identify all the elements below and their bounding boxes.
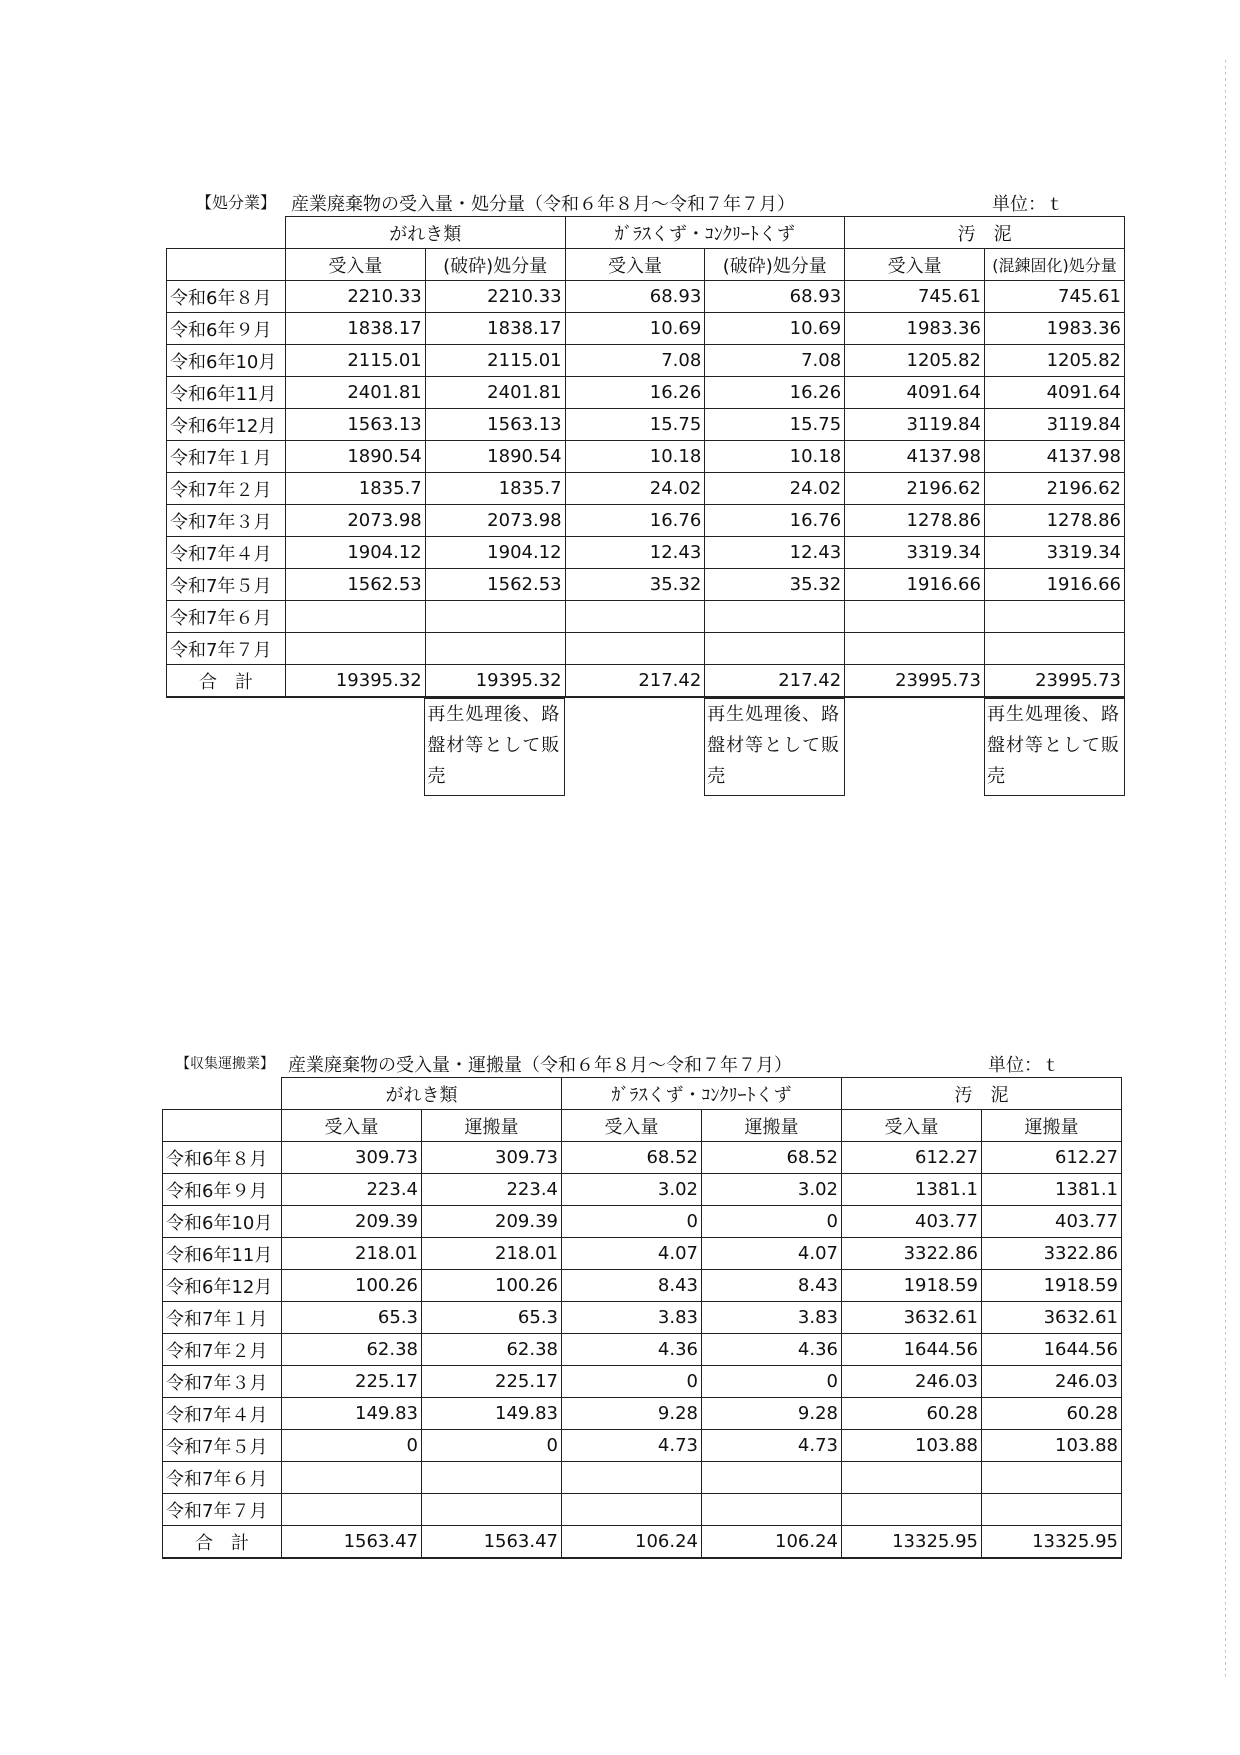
row-label: 令和6年11月	[163, 1238, 282, 1270]
table-row	[167, 601, 1125, 633]
row-label: 令和6年10月	[163, 1206, 282, 1238]
corner-cell	[163, 1078, 282, 1110]
recycle-note: 再生処理後、路盤材等として販売	[985, 699, 1125, 796]
table-cell: 4.07	[702, 1238, 842, 1270]
table-cell: 3.02	[702, 1174, 842, 1206]
row-label: 令和7年７月	[163, 1494, 282, 1526]
corner-cell	[167, 249, 286, 281]
transport-tag: 【収集運搬業】	[176, 1056, 274, 1072]
table-cell: 62.38	[282, 1334, 422, 1366]
table-cell: 7.08	[705, 345, 845, 377]
table-cell	[705, 633, 845, 665]
row-label: 令和6年12月	[163, 1270, 282, 1302]
column-header: 運搬量	[422, 1110, 562, 1142]
table-cell	[285, 633, 425, 665]
disposal-title: 産業廃棄物の受入量・処分量（令和６年８月～令和７年７月）	[291, 194, 795, 215]
table-cell: 3322.86	[842, 1238, 982, 1270]
total-row	[163, 1526, 1122, 1559]
table-row	[167, 281, 1125, 313]
table-cell	[282, 1494, 422, 1526]
total-cell: 23995.73	[984, 665, 1124, 698]
row-label: 令和7年３月	[163, 1366, 282, 1398]
row-label: 令和6年12月	[167, 409, 286, 441]
table-cell: 2115.01	[285, 345, 425, 377]
table-cell: 1916.66	[984, 569, 1124, 601]
column-header: 受入量	[282, 1110, 422, 1142]
table-cell: 2073.98	[285, 505, 425, 537]
column-header: 受入量	[845, 249, 985, 281]
table-cell: 1381.1	[842, 1174, 982, 1206]
table-cell: 218.01	[422, 1238, 562, 1270]
table-cell: 12.43	[565, 537, 705, 569]
row-label: 令和6年８月	[163, 1142, 282, 1174]
table-cell: 2073.98	[425, 505, 565, 537]
row-label: 令和7年６月	[163, 1462, 282, 1494]
table-cell: 2210.33	[425, 281, 565, 313]
column-header: (破砕)処分量	[705, 249, 845, 281]
table-cell: 65.3	[422, 1302, 562, 1334]
total-cell: 106.24	[562, 1526, 702, 1559]
table-cell: 403.77	[842, 1206, 982, 1238]
table-row	[163, 1430, 1122, 1462]
group-header: がれき類	[282, 1078, 562, 1110]
disposal-unit: 単位：ｔ	[992, 194, 1064, 215]
column-header: 運搬量	[982, 1110, 1122, 1142]
group-header: ｶﾞﾗｽくず・ｺﾝｸﾘｰﾄくず	[565, 217, 845, 249]
table-row	[163, 1302, 1122, 1334]
total-cell: 106.24	[702, 1526, 842, 1559]
row-label: 令和7年１月	[167, 441, 286, 473]
scan-edge-artifact	[1225, 60, 1226, 1680]
table-cell	[562, 1494, 702, 1526]
table-cell: 1381.1	[982, 1174, 1122, 1206]
table-cell: 60.28	[982, 1398, 1122, 1430]
table-cell: 4.73	[702, 1430, 842, 1462]
total-cell: 23995.73	[845, 665, 985, 698]
row-label: 令和7年４月	[163, 1398, 282, 1430]
table-cell	[984, 601, 1124, 633]
disposal-caption	[166, 190, 1125, 216]
row-label: 令和7年６月	[167, 601, 286, 633]
total-cell: 217.42	[565, 665, 705, 698]
table-cell: 2210.33	[285, 281, 425, 313]
table-cell: 209.39	[282, 1206, 422, 1238]
table-cell: 0	[562, 1366, 702, 1398]
table-cell: 100.26	[422, 1270, 562, 1302]
total-row	[167, 665, 1125, 698]
table-cell: 1918.59	[982, 1270, 1122, 1302]
total-cell: 1563.47	[422, 1526, 562, 1559]
table-row	[163, 1462, 1122, 1494]
total-cell: 1563.47	[282, 1526, 422, 1559]
table-cell: 1278.86	[984, 505, 1124, 537]
table-row	[167, 345, 1125, 377]
column-header: 受入量	[562, 1110, 702, 1142]
table-cell	[842, 1462, 982, 1494]
table-cell	[845, 601, 985, 633]
table-cell: 0	[422, 1430, 562, 1462]
table-cell	[842, 1494, 982, 1526]
total-cell: 19395.32	[285, 665, 425, 698]
table-row	[163, 1366, 1122, 1398]
table-cell: 68.52	[702, 1142, 842, 1174]
table-cell: 1563.13	[425, 409, 565, 441]
table-row	[163, 1174, 1122, 1206]
total-label: 合 計	[163, 1526, 282, 1559]
table-cell	[425, 633, 565, 665]
table-cell: 3119.84	[984, 409, 1124, 441]
table-cell: 8.43	[702, 1270, 842, 1302]
table-cell: 1278.86	[845, 505, 985, 537]
table-cell: 612.27	[982, 1142, 1122, 1174]
table-cell: 3322.86	[982, 1238, 1122, 1270]
table-cell: 3.83	[702, 1302, 842, 1334]
table-cell: 1644.56	[982, 1334, 1122, 1366]
column-header: 受入量	[565, 249, 705, 281]
table-cell: 35.32	[705, 569, 845, 601]
table-cell: 1904.12	[425, 537, 565, 569]
transport-title: 産業廃棄物の受入量・運搬量（令和６年８月～令和７年７月）	[288, 1055, 792, 1076]
table-cell: 0	[702, 1206, 842, 1238]
table-cell	[422, 1462, 562, 1494]
table-cell	[702, 1494, 842, 1526]
table-cell: 1904.12	[285, 537, 425, 569]
table-cell	[705, 601, 845, 633]
table-cell: 16.76	[565, 505, 705, 537]
total-cell: 217.42	[705, 665, 845, 698]
table-row	[163, 1238, 1122, 1270]
disposal-section	[166, 190, 1125, 796]
table-cell	[422, 1494, 562, 1526]
disposal-table	[166, 216, 1125, 698]
table-cell: 1890.54	[285, 441, 425, 473]
table-cell: 0	[282, 1430, 422, 1462]
table-cell: 2115.01	[425, 345, 565, 377]
row-label: 令和7年７月	[167, 633, 286, 665]
table-cell: 4091.64	[845, 377, 985, 409]
table-cell: 149.83	[422, 1398, 562, 1430]
table-row	[167, 313, 1125, 345]
table-cell: 225.17	[282, 1366, 422, 1398]
column-header: 受入量	[842, 1110, 982, 1142]
table-row	[163, 1270, 1122, 1302]
table-cell: 3632.61	[842, 1302, 982, 1334]
table-cell: 1562.53	[285, 569, 425, 601]
table-cell: 1983.36	[845, 313, 985, 345]
table-cell: 745.61	[845, 281, 985, 313]
table-cell: 12.43	[705, 537, 845, 569]
table-cell: 1205.82	[845, 345, 985, 377]
table-row	[167, 441, 1125, 473]
transport-table-body	[163, 1142, 1122, 1526]
transport-table	[162, 1077, 1122, 1559]
table-cell: 0	[702, 1366, 842, 1398]
recycle-note: 再生処理後、路盤材等として販売	[705, 699, 845, 796]
table-cell: 100.26	[282, 1270, 422, 1302]
table-cell	[982, 1494, 1122, 1526]
table-cell: 4091.64	[984, 377, 1124, 409]
table-cell: 745.61	[984, 281, 1124, 313]
table-cell: 4.36	[562, 1334, 702, 1366]
table-cell: 223.4	[422, 1174, 562, 1206]
row-label: 令和7年２月	[163, 1334, 282, 1366]
table-cell: 246.03	[982, 1366, 1122, 1398]
table-cell	[702, 1462, 842, 1494]
group-header: 汚 泥	[842, 1078, 1122, 1110]
disposal-notes	[166, 698, 1125, 796]
table-cell	[565, 601, 705, 633]
table-row	[163, 1334, 1122, 1366]
group-header: がれき類	[285, 217, 565, 249]
group-header-row	[163, 1078, 1122, 1110]
table-row	[163, 1398, 1122, 1430]
table-cell	[282, 1462, 422, 1494]
row-label: 令和7年５月	[163, 1430, 282, 1462]
table-cell: 15.75	[705, 409, 845, 441]
table-cell: 4137.98	[984, 441, 1124, 473]
table-cell: 7.08	[565, 345, 705, 377]
table-cell	[845, 633, 985, 665]
group-header-row	[167, 217, 1125, 249]
table-cell: 9.28	[702, 1398, 842, 1430]
table-cell: 2196.62	[845, 473, 985, 505]
table-row	[167, 537, 1125, 569]
table-cell: 1838.17	[425, 313, 565, 345]
table-cell: 1983.36	[984, 313, 1124, 345]
table-cell: 1916.66	[845, 569, 985, 601]
table-cell: 246.03	[842, 1366, 982, 1398]
table-cell: 223.4	[282, 1174, 422, 1206]
table-cell: 1890.54	[425, 441, 565, 473]
table-row	[167, 633, 1125, 665]
row-label: 令和6年９月	[163, 1174, 282, 1206]
table-row	[163, 1494, 1122, 1526]
total-cell: 13325.95	[982, 1526, 1122, 1559]
table-cell: 68.93	[565, 281, 705, 313]
table-cell: 149.83	[282, 1398, 422, 1430]
table-cell: 3319.34	[984, 537, 1124, 569]
transport-caption	[162, 1051, 1125, 1077]
table-cell: 2401.81	[285, 377, 425, 409]
table-cell: 612.27	[842, 1142, 982, 1174]
table-row	[163, 1206, 1122, 1238]
table-cell: 0	[562, 1206, 702, 1238]
column-header: (混錬固化)処分量	[984, 249, 1124, 281]
table-cell: 209.39	[422, 1206, 562, 1238]
table-cell: 9.28	[562, 1398, 702, 1430]
table-cell: 10.18	[705, 441, 845, 473]
table-row	[163, 1142, 1122, 1174]
table-row	[167, 505, 1125, 537]
table-cell: 1838.17	[285, 313, 425, 345]
group-header: ｶﾞﾗｽくず・ｺﾝｸﾘｰﾄくず	[562, 1078, 842, 1110]
table-cell: 62.38	[422, 1334, 562, 1366]
table-row	[167, 473, 1125, 505]
group-header: 汚 泥	[845, 217, 1125, 249]
row-label: 令和7年１月	[163, 1302, 282, 1334]
row-label: 令和6年９月	[167, 313, 286, 345]
row-label: 令和7年３月	[167, 505, 286, 537]
row-label: 令和6年８月	[167, 281, 286, 313]
table-cell: 225.17	[422, 1366, 562, 1398]
table-cell	[984, 633, 1124, 665]
subheader-row	[167, 249, 1125, 281]
table-cell: 103.88	[982, 1430, 1122, 1462]
table-cell: 35.32	[565, 569, 705, 601]
total-cell: 19395.32	[425, 665, 565, 698]
table-cell: 309.73	[282, 1142, 422, 1174]
table-cell: 10.69	[705, 313, 845, 345]
table-cell: 16.26	[565, 377, 705, 409]
table-cell: 2196.62	[984, 473, 1124, 505]
table-row	[167, 377, 1125, 409]
row-label: 令和6年10月	[167, 345, 286, 377]
table-cell: 16.26	[705, 377, 845, 409]
row-label: 令和7年２月	[167, 473, 286, 505]
table-cell: 16.76	[705, 505, 845, 537]
table-cell: 15.75	[565, 409, 705, 441]
table-cell	[425, 601, 565, 633]
recycle-note: 再生処理後、路盤材等として販売	[425, 699, 565, 796]
transport-section	[162, 1051, 1125, 1559]
table-cell: 1563.13	[285, 409, 425, 441]
table-cell: 24.02	[565, 473, 705, 505]
column-header: 受入量	[285, 249, 425, 281]
table-cell: 4137.98	[845, 441, 985, 473]
table-cell: 60.28	[842, 1398, 982, 1430]
table-cell: 8.43	[562, 1270, 702, 1302]
table-cell: 3119.84	[845, 409, 985, 441]
table-cell: 1918.59	[842, 1270, 982, 1302]
table-cell: 4.07	[562, 1238, 702, 1270]
table-cell	[285, 601, 425, 633]
row-label: 令和7年５月	[167, 569, 286, 601]
total-cell: 13325.95	[842, 1526, 982, 1559]
table-cell: 3632.61	[982, 1302, 1122, 1334]
corner-cell	[167, 217, 286, 249]
table-cell: 4.73	[562, 1430, 702, 1462]
table-cell: 3319.34	[845, 537, 985, 569]
table-cell: 65.3	[282, 1302, 422, 1334]
table-cell: 4.36	[702, 1334, 842, 1366]
table-cell: 103.88	[842, 1430, 982, 1462]
total-label: 合 計	[167, 665, 286, 698]
table-cell: 10.69	[565, 313, 705, 345]
table-cell	[562, 1462, 702, 1494]
table-cell: 1562.53	[425, 569, 565, 601]
table-cell: 403.77	[982, 1206, 1122, 1238]
disposal-table-body	[167, 281, 1125, 665]
table-cell: 10.18	[565, 441, 705, 473]
table-cell: 3.02	[562, 1174, 702, 1206]
subheader-row	[163, 1110, 1122, 1142]
table-cell: 3.83	[562, 1302, 702, 1334]
table-cell: 1205.82	[984, 345, 1124, 377]
table-cell: 2401.81	[425, 377, 565, 409]
disposal-tag: 【処分業】	[196, 193, 277, 212]
table-cell: 218.01	[282, 1238, 422, 1270]
table-cell: 1835.7	[285, 473, 425, 505]
column-header: 運搬量	[702, 1110, 842, 1142]
table-cell: 24.02	[705, 473, 845, 505]
table-cell: 68.93	[705, 281, 845, 313]
transport-unit: 単位：ｔ	[988, 1055, 1060, 1076]
column-header: (破砕)処分量	[425, 249, 565, 281]
table-cell: 1835.7	[425, 473, 565, 505]
table-row	[167, 409, 1125, 441]
table-cell: 1644.56	[842, 1334, 982, 1366]
table-row	[167, 569, 1125, 601]
corner-cell	[163, 1110, 282, 1142]
table-cell: 309.73	[422, 1142, 562, 1174]
row-label: 令和7年４月	[167, 537, 286, 569]
table-cell: 68.52	[562, 1142, 702, 1174]
row-label: 令和6年11月	[167, 377, 286, 409]
table-cell	[982, 1462, 1122, 1494]
table-cell	[565, 633, 705, 665]
